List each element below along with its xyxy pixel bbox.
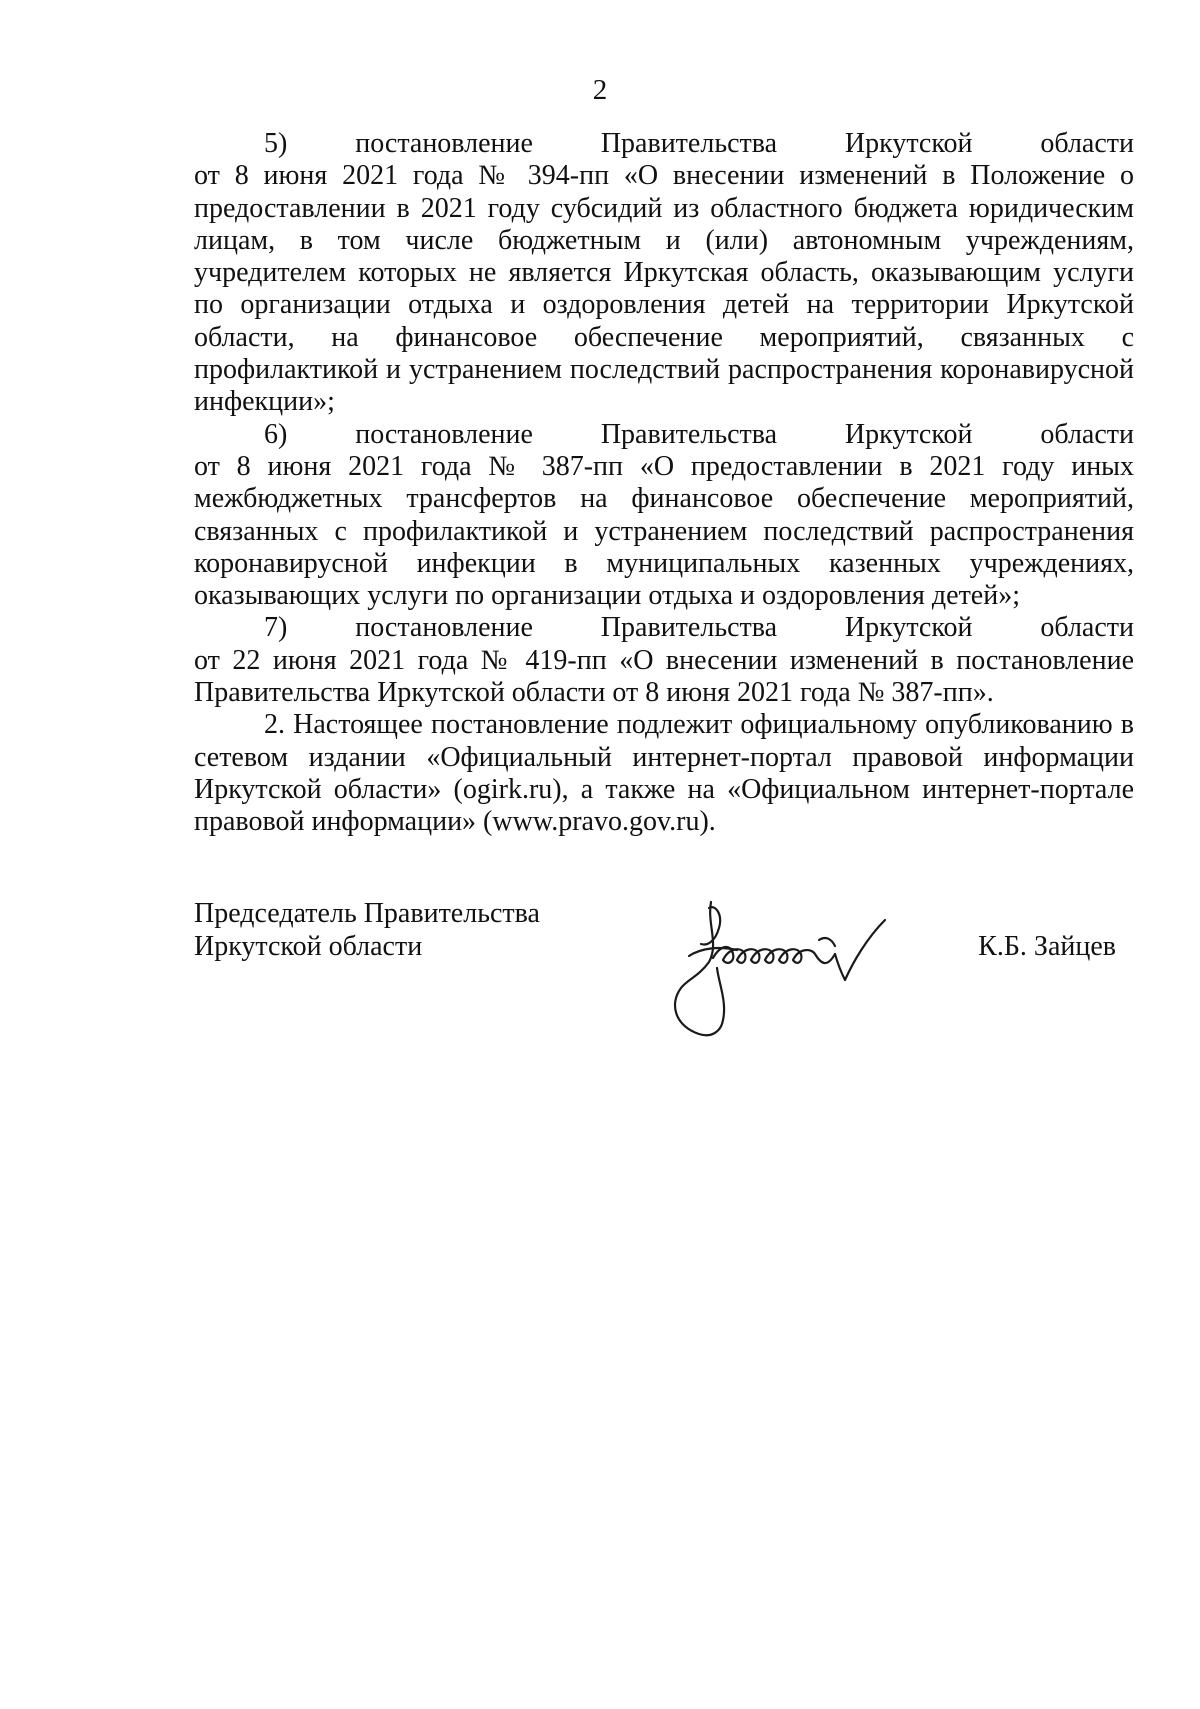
list-item-5 xyxy=(194,128,1134,419)
signatory-name: К.Б. Зайцев xyxy=(978,931,1116,962)
signatory-title: Председатель Правительства xyxy=(194,898,540,929)
page-number: 2 xyxy=(592,74,608,106)
list-item-text: от 22 июня 2021 года № 419-пп «О внесении изменений в постановление Правительства Иркутской области от 8 июня 2021 года № 387-пп». xyxy=(194,644,1134,709)
list-item-head: 7) постановление Правительства Иркутской области xyxy=(264,612,1134,644)
list-item-7 xyxy=(194,612,1134,709)
handwritten-signature xyxy=(649,884,919,1044)
signatory-title-line-2: Иркутской области xyxy=(194,931,423,962)
list-item-head: 5) постановление Правительства Иркутской области xyxy=(264,128,1134,159)
paragraph-2: 2. Настоящее постановление подлежит официальному опубликованию в сетевом издании «Официальный интернет-портал правовой информации Иркутской области» (ogirk.ru), а также на «Официальном интернет-портале правовой информации» (www.pravo.gov.ru). xyxy=(194,709,1134,838)
signature-block xyxy=(194,898,1134,1038)
list-item-text: от 8 июня 2021 года № 394-пп «О внесении изменений в Положение о предоставлении в 2021 году субсидий из областного бюджета юридическим лицам, в том числе бюджетным и (или) автономным учреждениям, учредителем которых не является Иркутская область, оказывающим услуги по организации отдыха и оздоровления детей на территории Иркутской области, на финансовое обеспечение мероприятий, связанных с профилактикой и устранением последствий распространения коронавирусной инфекции»; xyxy=(194,160,1134,418)
list-item-text: от 8 июня 2021 года № 387-пп «О предоставлении в 2021 году иных межбюджетных трансфертов на финансовое обеспечение мероприятий, связанных с профилактикой и устранением последствий распространения коронавирусной инфекции в муниципальных казенных учреждениях, оказывающих услуги по организации отдыха и оздоровления детей»; xyxy=(194,450,1134,612)
document-body xyxy=(194,128,1134,839)
list-item-6 xyxy=(194,419,1134,613)
list-item-head: 6) постановление Правительства Иркутской области xyxy=(264,418,1134,450)
